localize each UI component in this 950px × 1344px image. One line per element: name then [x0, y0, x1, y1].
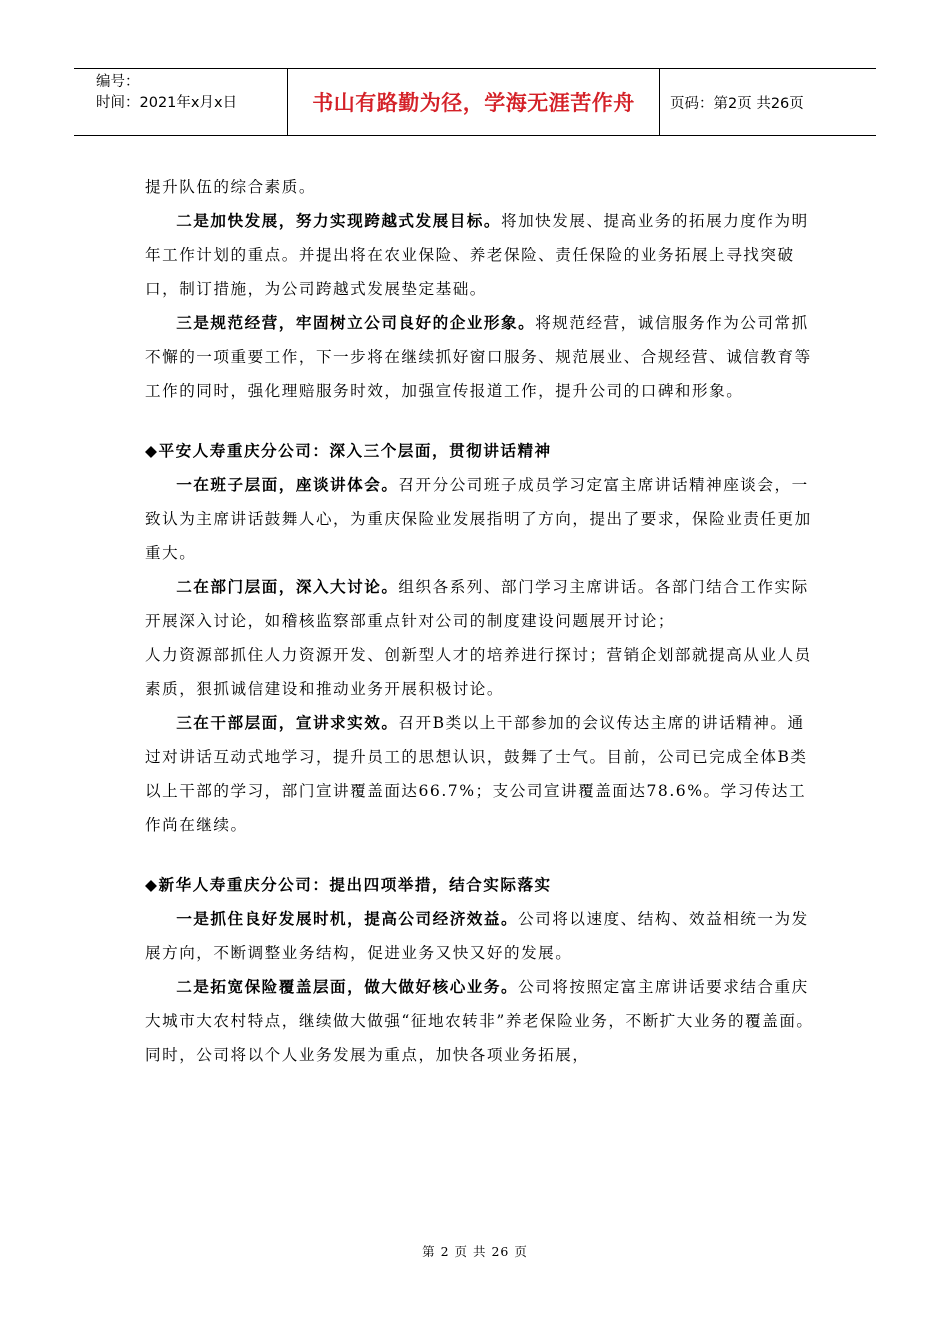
- paragraph-text: 将规范经营，诚信服务作为公司常抓不懈的一项重要工作，下一步将在继续抓好窗口服务、规范展业、合规经营、诚信教育等工作的同时，强化理赔服务时效，加强宣传报道工作，提升公司的口碑和形象。: [145, 314, 812, 400]
- paragraph-lead: 二是加快发展，努力实现跨越式发展目标。: [176, 211, 501, 230]
- paragraph: 人力资源部抓住人力资源开发、创新型人才的培养进行探讨；营销企划部就提高从业人员素质，狠抓诚信建设和推动业务开展积极讨论。: [145, 646, 812, 698]
- paragraph-lead: 二是拓宽保险覆盖层面，做大做好核心业务。: [176, 977, 519, 996]
- paragraph-lead: 二在部门层面，深入大讨论。: [176, 577, 399, 596]
- paragraph: [145, 204, 819, 306]
- header-meta: [74, 69, 288, 135]
- section-title: ◆平安人寿重庆分公司：深入三个层面，贯彻讲话精神: [145, 441, 552, 460]
- paragraph: [145, 970, 819, 1072]
- page-footer: 第 2 页 共 26 页: [422, 1244, 528, 1259]
- paragraph-lead: 一在班子层面，座谈讲体会。: [176, 475, 399, 494]
- header-number-label: 编号：: [96, 74, 140, 90]
- header-page-label: 页码：第2页 共26页: [670, 95, 804, 112]
- paragraph-text: 将加快发展、提高业务的拓展力度作为明年工作计划的重点。并提出将在农业保险、养老保险、责任保险的业务拓展上寻找突破口，制订措施，为公司跨越式发展垫定基础。: [145, 212, 809, 298]
- header-motto: 书山有路勤为径，学海无涯苦作舟: [288, 69, 660, 135]
- paragraph: [145, 902, 819, 970]
- paragraph: [145, 706, 819, 842]
- paragraph: 提升队伍的综合素质。: [145, 178, 316, 196]
- paragraph: [145, 306, 819, 408]
- section-title: ◆新华人寿重庆分公司：提出四项举措，结合实际落实: [145, 875, 552, 894]
- paragraph-lead: 三是规范经营，牢固树立公司良好的企业形象。: [176, 313, 536, 332]
- paragraph-text: 召开分公司班子成员学习定富主席讲话精神座谈会，一致认为主席讲话鼓舞人心，为重庆保险业发展指明了方向，提出了要求，保险业责任更加重大。: [145, 476, 812, 562]
- paragraph: [145, 468, 819, 570]
- paragraph-lead: 一是抓住良好发展时机，提高公司经济效益。: [176, 909, 519, 928]
- paragraph-text: 召开B类以上干部参加的会议传达主席的讲话精神。通过对讲话互动式地学习，提升员工的思想认识，鼓舞了士气。目前，公司已完成全体B类以上干部的学习，部门宣讲覆盖面达66.7%；支公司宣讲覆盖面达78.6%。学习传达工作尚在继续。: [145, 714, 808, 834]
- paragraph-lead: 三在干部层面，宣讲求实效。: [176, 713, 399, 732]
- paragraph-text: 公司将按照定富主席讲话要求结合重庆大城市大农村特点，继续做大做强“征地农转非”养老保险业务，不断扩大业务的覆盖面。同时，公司将以个人业务发展为重点，加快各项业务拓展，: [145, 978, 814, 1064]
- section-gap: [145, 842, 819, 868]
- page-header: [74, 68, 876, 136]
- header-time-label: 时间：2021年x月x日: [96, 95, 238, 111]
- document-body: [145, 170, 819, 1072]
- paragraph: [145, 570, 819, 638]
- paragraph-text: 组织各系列、部门学习主席讲话。各部门结合工作实际开展深入讨论，如稽核监察部重点针对公司的制度建设问题展开讨论；: [145, 578, 809, 630]
- section-gap: [145, 408, 819, 434]
- paragraph-text: 公司将以速度、结构、效益相统一为发展方向，不断调整业务结构，促进业务又快又好的发展。: [145, 910, 809, 962]
